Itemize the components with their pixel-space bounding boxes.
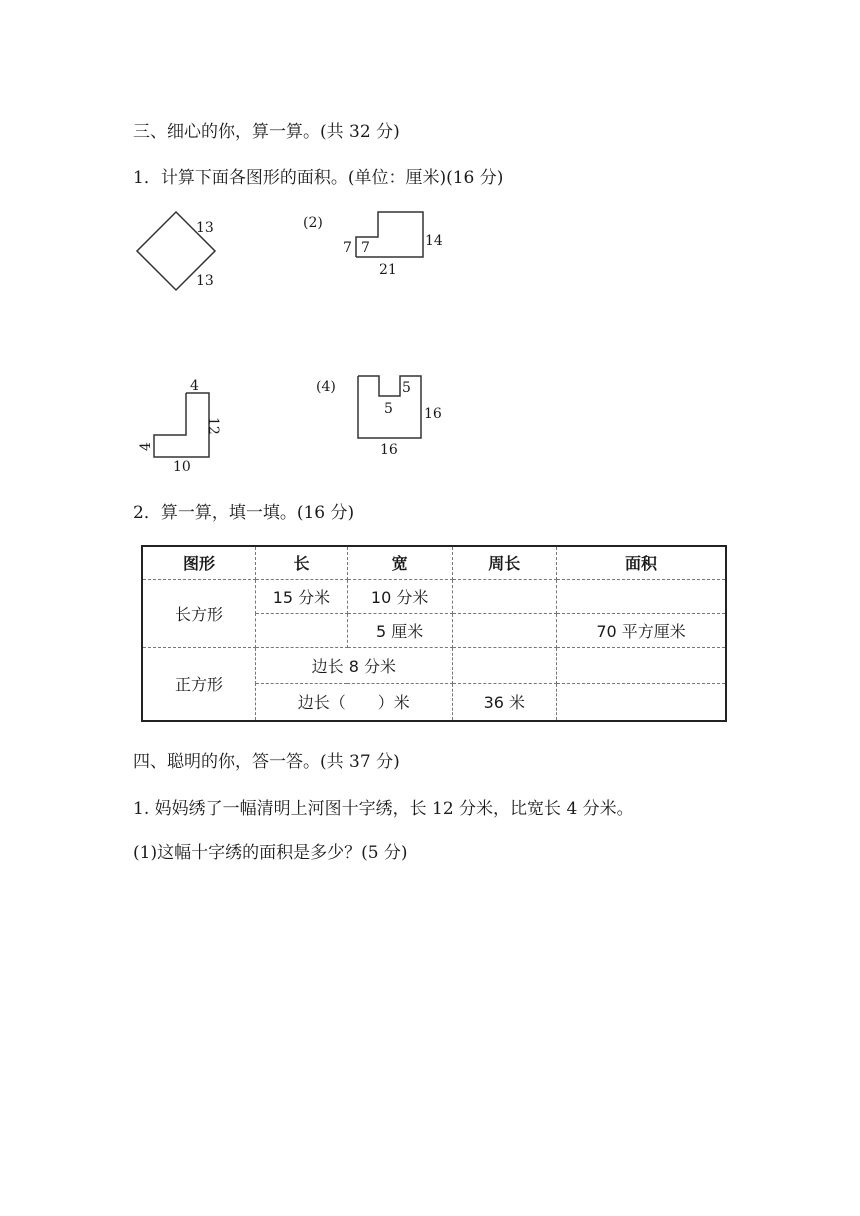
fig1-side-bottom: 13 (196, 273, 214, 289)
header-perimeter: 周长 (452, 546, 557, 579)
figure-3-l-shape (138, 378, 221, 475)
question-2: 2．算一算，填一填。(16 分) (133, 503, 355, 523)
rect-row1-length: 15 分米 (256, 579, 348, 613)
figures (0, 0, 860, 500)
fig2-bottom: 21 (379, 262, 397, 278)
square-row2-area[interactable] (557, 683, 726, 721)
section-3-heading: 三、细心的你，算一算。(共 32 分) (133, 122, 400, 142)
rect-label: 长方形 (142, 579, 256, 647)
fig1-side-top: 13 (196, 220, 214, 236)
square-row1-area[interactable] (557, 647, 726, 683)
fig3-bottom: 10 (173, 459, 191, 475)
fig4-bottom: 16 (380, 442, 398, 458)
fig4-right: 16 (424, 406, 442, 422)
fig4-notch-width: 5 (402, 380, 411, 396)
section-4-question-1-1: (1)这幅十字绣的面积是多少？(5 分) (133, 843, 408, 863)
fig4-notch-depth: 5 (384, 401, 393, 417)
rect-row2-area: 70 平方厘米 (557, 613, 726, 647)
fig2-left-outer: 7 (343, 240, 352, 256)
rect-row1-perimeter[interactable] (452, 579, 557, 613)
square-row2-perimeter: 36 米 (452, 683, 557, 721)
square-row1-perimeter[interactable] (452, 647, 557, 683)
section-4-question-1: 1. 妈妈绣了一幅清明上河图十字绣，长 12 分米，比宽长 4 分米。 (133, 799, 634, 819)
fig3-top: 4 (190, 378, 199, 394)
square-row1-side: 边长 8 分米 (256, 647, 452, 683)
figure-4-notched-square (316, 376, 442, 458)
square-label: 正方形 (142, 647, 256, 721)
fill-in-table (141, 545, 727, 722)
square-row2-side: 边长（ ）米 (256, 683, 452, 721)
fig3-left: 4 (138, 442, 154, 451)
fig3-right: 12 (205, 417, 221, 435)
fig2-right: 14 (425, 233, 443, 249)
fig4-label: (4) (316, 379, 336, 395)
rect-row1-area[interactable] (557, 579, 726, 613)
section-4-heading: 四、聪明的你，答一答。(共 37 分) (133, 752, 400, 772)
figure-1-diamond (137, 212, 215, 290)
question-1: 1．计算下面各图形的面积。(单位：厘米)(16 分) (133, 168, 504, 188)
rect-row2-width: 5 厘米 (347, 613, 452, 647)
header-length: 长 (256, 546, 348, 579)
rect-row2-perimeter[interactable] (452, 613, 557, 647)
fig2-label: (2) (303, 215, 323, 231)
fig2-left-inner: 7 (361, 240, 370, 256)
rect-row2-length[interactable] (256, 613, 348, 647)
rect-row1-width: 10 分米 (347, 579, 452, 613)
header-area: 面积 (557, 546, 726, 579)
header-width: 宽 (347, 546, 452, 579)
figure-2-composite (303, 212, 443, 278)
header-shape: 图形 (142, 546, 256, 579)
